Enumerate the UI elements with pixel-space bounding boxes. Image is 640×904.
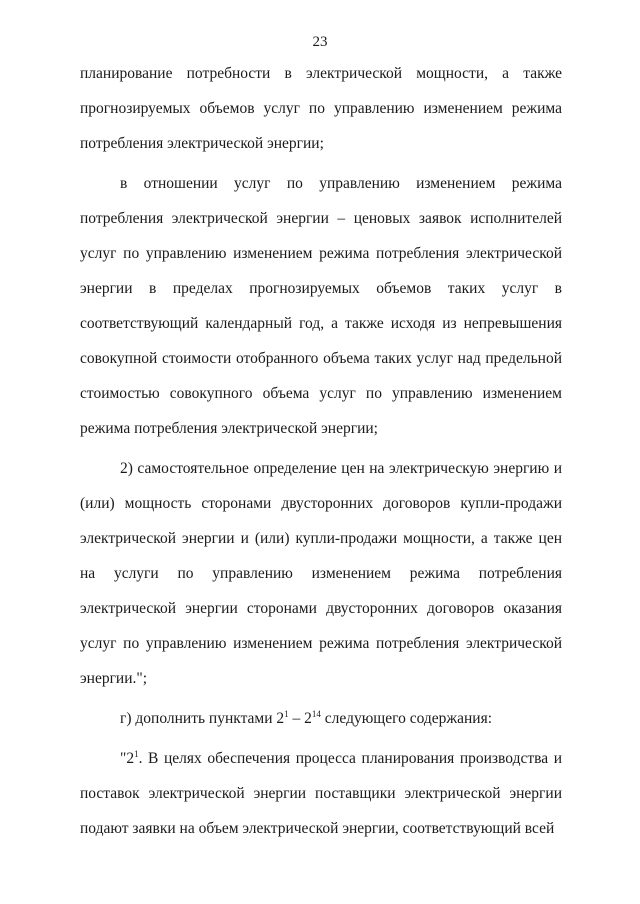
- page-number: 23: [312, 34, 328, 50]
- paragraph-point-2-1: [80, 741, 562, 846]
- point-2-1-superscript: 1: [134, 748, 139, 759]
- item-g-superscript-1: 1: [284, 708, 289, 719]
- body-text: [80, 56, 562, 846]
- item-g-prefix: г) дополнить пунктами 2: [120, 710, 285, 727]
- point-2-1-number: "2: [120, 750, 135, 767]
- paragraph-demand-response-bids: в отношении услуг по управлению изменением режима потребления электрической энергии – ценовых заявок исполнителей услуг по управлению изменением режима потребления электрической энергии в пределах прогнозируемых объемов таких услуг в соответствующий календарный год, а также исходя из непревышения совокупной стоимости отобранного объема таких услуг над предельной стоимостью совокупного объема услуг по управлению изменением режима потребления электрической энергии;: [80, 175, 562, 437]
- point-2-1-text: . В целях обеспечения процесса планирования производства и поставок электрической энергии поставщики электрической энергии подают заявки на объем электрической энергии, соответствующий всей: [80, 750, 562, 837]
- paragraph-item-2: 2) самостоятельное определение цен на электрическую энергию и (или) мощность сторонами двусторонних договоров купли-продажи электрической энергии и (или) купли-продажи мощности, а также цен на услуги по управлению изменением режима потребления электрической энергии сторонами двусторонних договоров оказания услуг по управлению изменением режима потребления электрической энергии.";: [80, 460, 562, 687]
- paragraph-item-g: [80, 701, 562, 736]
- item-g-suffix: следующего содержания:: [320, 710, 493, 727]
- item-g-dash: – 2: [288, 710, 312, 727]
- paragraph-planning: планирование потребности в электрической мощности, а также прогнозируемых объемов услуг по управлению изменением режима потребления электрической энергии;: [80, 65, 562, 152]
- item-g-superscript-14: 14: [311, 708, 321, 719]
